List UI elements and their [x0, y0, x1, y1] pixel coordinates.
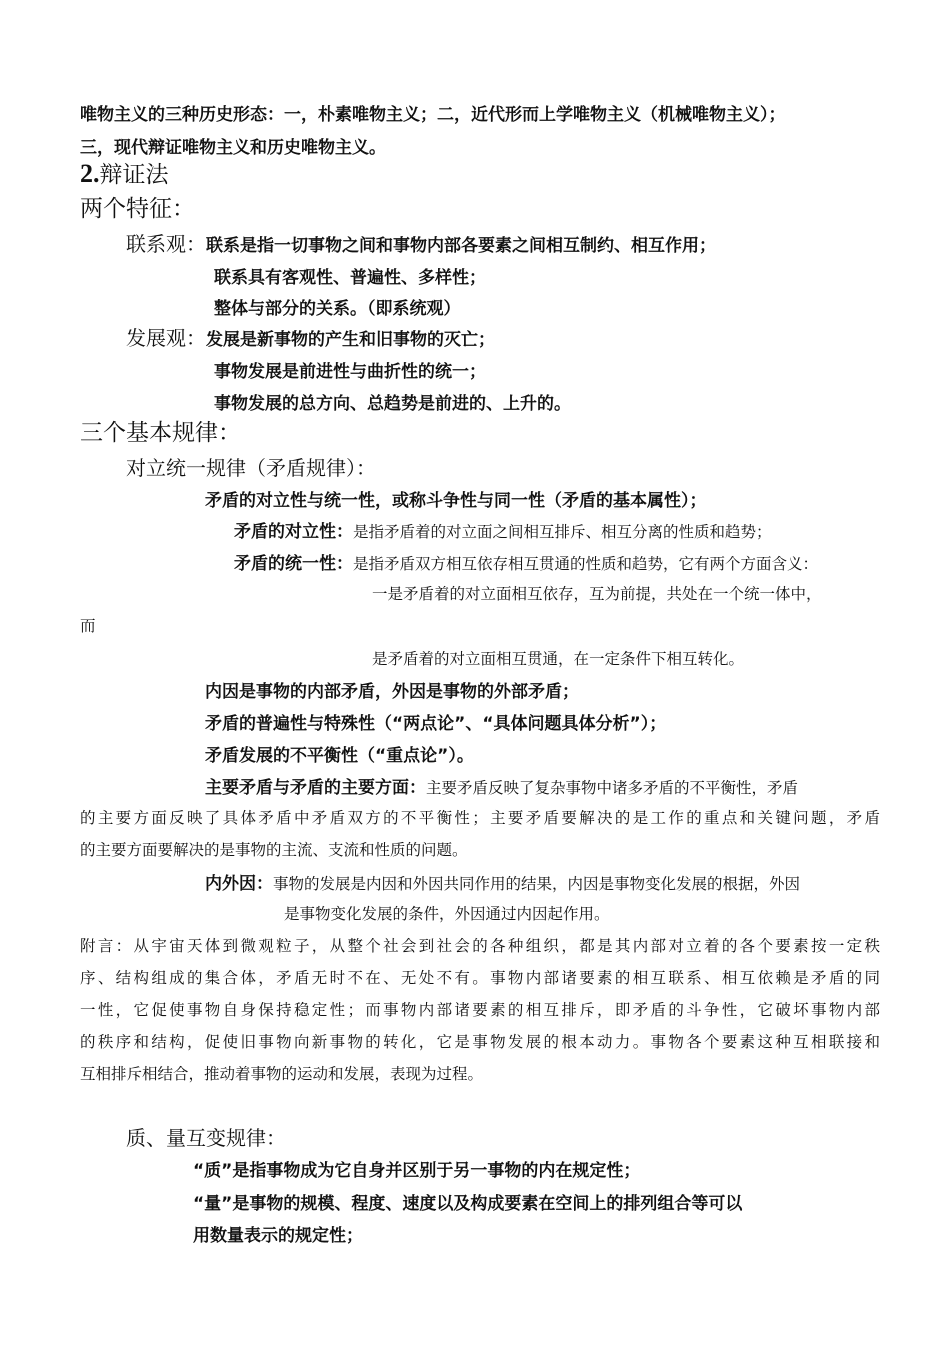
zhuyao-text-3: 的主要方面要解决的是事物的主流、支流和性质的问题。 [80, 841, 468, 859]
fazhan-item-2: 事物发展是前进性与曲折性的统一； [214, 362, 486, 382]
duili-p1: 矛盾的对立性与统一性，或称斗争性与同一性（矛盾的基本属性）； [205, 491, 707, 511]
duili-p3: 矛盾的普遍性与特殊性（“两点论”、“具体问题具体分析”）； [205, 714, 667, 734]
zhiliang-zhi: “质”是指事物成为它自身并区别于另一事物的内在规定性； [193, 1161, 641, 1181]
duilixing-row [234, 517, 772, 542]
intro-line-1: 唯物主义的三种历史形态：一，朴素唯物主义；二，近代形而上学唯物主义（机械唯物主义）； [80, 105, 786, 125]
fuyan-line-4: 的秩序和结构，促使旧事物向新事物的转化，它是事物发展的根本动力。事物各个要素这种互相联接和 [80, 1033, 880, 1051]
zhiliang-liang-2: 用数量表示的规定性； [193, 1226, 363, 1246]
neiwai-row-1 [205, 869, 800, 894]
tongyixing-text: 是指矛盾双方相互依存相互贯通的性质和趋势，它有两个方面含义： [353, 555, 819, 573]
section-number: 2. [80, 159, 100, 188]
zhuyao-label: 主要矛盾与矛盾的主要方面： [205, 778, 426, 798]
features-heading: 两个特征： [80, 196, 195, 222]
fuyan-line-5: 互相排斥相结合，推动着事物的运动和发展，表现为过程。 [80, 1065, 484, 1083]
laws-heading: 三个基本规律： [80, 420, 241, 446]
lianxi-item-2: 联系具有客观性、普遍性、多样性； [214, 268, 486, 288]
tongyi-er: 而 [80, 617, 96, 635]
tongyixing-row [234, 549, 818, 574]
lianxi-row-1 [126, 228, 716, 257]
zhuyao-text-1: 主要矛盾反映了复杂事物中诸多矛盾的不平衡性，矛盾 [426, 779, 799, 797]
lianxi-item-1: 联系是指一切事物之间和事物内部各要素之间相互制约、相互作用； [206, 236, 716, 256]
fazhan-row-1 [126, 322, 495, 351]
zhuyao-row-1 [205, 773, 798, 798]
duilixing-label: 矛盾的对立性： [234, 522, 353, 542]
fazhan-item-3: 事物发展的总方向、总趋势是前进的、上升的。 [214, 394, 571, 414]
duili-p4: 矛盾发展的不平衡性（“重点论”）。 [205, 746, 474, 766]
fuyan-line-3: 一性，它促使事物自身保持稳定性；而事物内部诸要素的相互排斥，即矛盾的斗争性，它破坏事物内部 [80, 1001, 880, 1019]
section-heading [80, 156, 169, 189]
tongyixing-label: 矛盾的统一性： [234, 554, 353, 574]
fazhan-item-1: 发展是新事物的产生和旧事物的灭亡； [206, 330, 495, 350]
fuyan-line-2: 序、结构组成的集合体，矛盾无时不在、无处不有。事物内部诸要素的相互联系、相互依赖是矛盾的同 [80, 969, 880, 987]
neiwai-text-2: 是事物变化发展的条件，外因通过内因起作用。 [284, 905, 610, 923]
lianxi-label: 联系观： [126, 232, 206, 256]
duili-p2: 内因是事物的内部矛盾，外因是事物的外部矛盾； [205, 682, 579, 702]
intro-line-2: 三，现代辩证唯物主义和历史唯物主义。 [80, 138, 386, 158]
neiwai-label: 内外因： [205, 874, 273, 894]
section-title: 辩证法 [99, 162, 169, 188]
zhiliang-liang-1: “量”是事物的规模、程度、速度以及构成要素在空间上的排列组合等可以 [193, 1194, 743, 1214]
zhuyao-text-2: 的主要方面反映了具体矛盾中矛盾双方的不平衡性；主要矛盾要解决的是工作的重点和关键问题，矛盾 [80, 809, 880, 827]
duilixing-text: 是指矛盾着的对立面之间相互排斥、相互分离的性质和趋势； [353, 523, 772, 541]
fazhan-label: 发展观： [126, 326, 206, 350]
lianxi-item-3: 整体与部分的关系。（即系统观） [214, 299, 461, 319]
tongyi-meaning-1: 一是矛盾着的对立面相互依存，互为前提，共处在一个统一体中， [372, 585, 822, 603]
zhiliang-heading: 质、量互变规律： [126, 1126, 286, 1150]
tongyi-meaning-2: 是矛盾着的对立面相互贯通，在一定条件下相互转化。 [372, 650, 745, 668]
duili-heading: 对立统一规律（矛盾规律）： [126, 456, 376, 480]
neiwai-text-1: 事物的发展是内因和外因共同作用的结果，内因是事物变化发展的根据，外因 [273, 875, 801, 893]
fuyan-line-1: 附言：从宇宙天体到微观粒子，从整个社会到社会的各种组织，都是其内部对立着的各个要素按一定秩 [80, 937, 880, 955]
